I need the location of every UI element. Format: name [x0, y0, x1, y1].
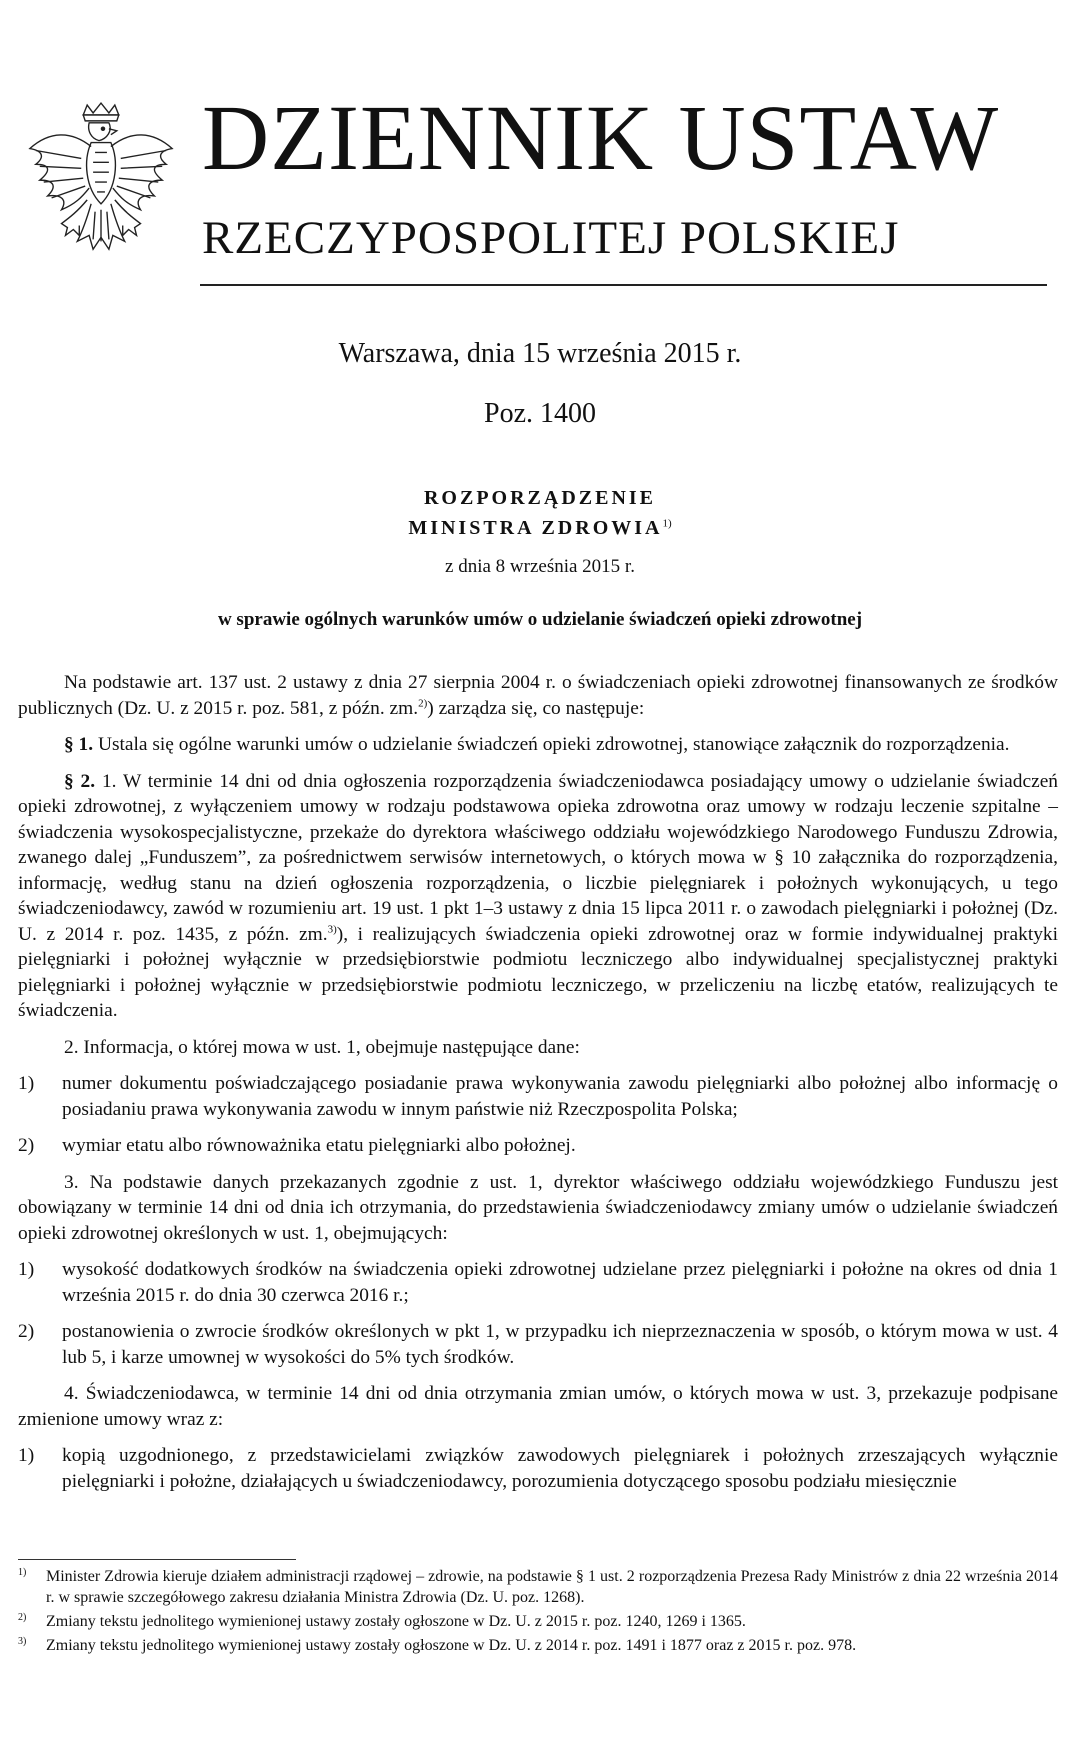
item-number: 2)	[18, 1321, 35, 1342]
footnote-mark: 1)	[18, 1567, 27, 1578]
list-item	[18, 1257, 1058, 1308]
footnotes	[18, 1566, 1058, 1659]
footnote-text: Zmiany tekstu jednolitego wymienionej ustawy zostały ogłoszone w Dz. U. z 2015 r. poz. 1240, 1269 i 1365.	[46, 1613, 746, 1630]
act-date: z dnia 8 września 2015 r.	[445, 556, 635, 577]
footnote	[18, 1635, 1058, 1656]
item-number: 1)	[18, 1259, 35, 1280]
paragraph-text-end: ), i realizujących świadczenia opieki zdrowotnej oraz w formie indywidualnej praktyki pielęgniarki i położnej wyłącznie w przedsiębiorstwie podmiotu leczniczego albo indywidualnej specjalistycznej praktyki pielęgniarki i położnej wyłącznie w przedsiębiorstwie podmiotu leczniczego, w przeliczeniu na liczbę etatów, realizujących te świadczenia.	[18, 923, 1058, 1021]
paragraph-text: 1. W terminie 14 dni od dnia ogłoszenia rozporządzenia świadczeniodawca posiadający umowy o udzielanie świadczeń opieki zdrowotnej, z wyłączeniem umowy w rodzaju podstawowa opieka zdrowotna oraz umowy w rodzaju leczenie szpitalne – świadczenia wysokospecjalistyczne, przekaże do dyrektora właściwego oddziału wojewódzkiego Narodowego Funduszu Zdrowia, zwanego dalej „Funduszem”, za pośrednictwem serwisów internetowych, o których mowa w § 10 załącznika do rozporządzenia, informację, według stanu na dzień ogłoszenia rozporządzenia, o liczbie pielęgniarek i położnych wykonujących, u tego świadczeniodawcy, zawód w rozumieniu art. 19 ust. 1 pkt 1–3 ustawy z dnia 15 lipca 2011 r. o zawodach pielęgniarki i położnej (Dz. U. z 2014 r. poz. 1435, z późn. zm.	[18, 770, 1058, 945]
item-text: postanowienia o zwrocie środków określonych w pkt 1, w przypadku ich nieprzeznaczenia w sposób, o którym mowa w ust. 4 lub 5, i karze umownej w wysokości do 5% tych środków.	[62, 1321, 1058, 1368]
place-date: Warszawa, dnia 15 września 2015 r.	[338, 338, 742, 369]
footnote-mark: 2)	[18, 1612, 27, 1623]
paragraph-2-ust-1	[18, 769, 1058, 1024]
item-text: numer dokumentu poświadczającego posiadanie prawa wykonywania zawodu pielęgniarki albo położnej albo informację o posiadaniu prawa wykonywania zawodu w innym państwie niż Rzeczpospolita Polska;	[62, 1073, 1058, 1120]
footnote-ref: 2)	[418, 697, 428, 710]
act-author	[0, 517, 1080, 540]
header-divider	[200, 284, 1047, 286]
paragraph-2-ust-3: 3. Na podstawie danych przekazanych zgodnie z ust. 1, dyrektor właściwego oddziału wojewódzkiego Funduszu jest obowiązany w terminie 14 dni od dnia ich otrzymania, do przedstawienia świadczeniodawcy zmiany umów o udzielanie świadczeń opieki zdrowotnej określonych w ust. 1, obejmujących:	[18, 1171, 1058, 1244]
white-eagle-emblem-icon	[22, 100, 180, 280]
act-subject: w sprawie ogólnych warunków umów o udzielanie świadczeń opieki zdrowotnej	[217, 609, 863, 630]
gazette-title: DZIENNIK USTAW	[202, 87, 1000, 190]
position-number: Poz. 1400	[484, 398, 596, 429]
item-text: kopią uzgodnionego, z przedstawicielami związków zawodowych pielęgniarek i położnych zrzeszających wyłącznie pielęgniarki i położne, działających u świadczeniodawcy, porozumienia dotyczącego sposobu podziału miesięcznie	[62, 1445, 1058, 1492]
preamble-text-end: ) zarządza się, co następuje:	[427, 697, 645, 719]
gazette-subtitle: RZECZYPOSPOLITEJ POLSKIEJ	[202, 212, 900, 264]
item-text: wysokość dodatkowych środków na świadczenia opieki zdrowotnej udzielane przez pielęgniarki i położne na okres od dnia 1 września 2015 r. do dnia 30 czerwca 2016 r.;	[62, 1259, 1058, 1306]
act-author-footnote-ref: 1)	[662, 517, 672, 530]
paragraph-2-ust-4: 4. Świadczeniodawca, w terminie 14 dni od dnia otrzymania zmian umów, o których mowa w ust. 3, przekazuje podpisane zmienione umowy wraz z:	[18, 1383, 1058, 1430]
document-body	[18, 670, 1058, 1505]
list-item	[18, 1443, 1058, 1494]
act-author-text: MINISTRA ZDROWIA	[408, 517, 663, 539]
item-number: 1)	[18, 1073, 35, 1094]
act-type: ROZPORZĄDZENIE	[423, 487, 657, 509]
paragraph-1	[18, 732, 1058, 758]
footnote-ref: 3)	[327, 923, 337, 936]
preamble	[18, 670, 1058, 721]
footnote	[18, 1566, 1058, 1608]
footnote-text: Zmiany tekstu jednolitego wymienionej ustawy zostały ogłoszone w Dz. U. z 2014 r. poz. 1491 i 1877 oraz z 2015 r. poz. 978.	[46, 1637, 857, 1654]
paragraph-mark: § 2.	[64, 770, 96, 792]
footnote	[18, 1611, 1058, 1632]
preamble-text: Na podstawie art. 137 ust. 2 ustawy z dnia 27 sierpnia 2004 r. o świadczeniach opieki zdrowotnej finansowanych ze środków publicznych (Dz. U. z 2015 r. poz. 581, z późn. zm.	[18, 672, 1058, 719]
paragraph-text: Ustala się ogólne warunki umów o udzielanie świadczeń opieki zdrowotnej, stanowiące załącznik do rozporządzenia.	[97, 734, 1010, 755]
list-item	[18, 1071, 1058, 1122]
paragraph-2-ust-2: 2. Informacja, o której mowa w ust. 1, obejmuje następujące dane:	[64, 1036, 580, 1058]
item-text: wymiar etatu albo równoważnika etatu pielęgniarki albo położnej.	[62, 1135, 576, 1156]
list-item	[18, 1133, 1058, 1159]
footnote-mark: 3)	[18, 1636, 27, 1647]
footnote-divider	[18, 1559, 296, 1560]
paragraph-mark: § 1.	[64, 734, 94, 755]
item-number: 2)	[18, 1135, 35, 1156]
item-number: 1)	[18, 1445, 35, 1466]
list-item	[18, 1319, 1058, 1370]
footnote-text: Minister Zdrowia kieruje działem administracji rządowej – zdrowie, na podstawie § 1 ust. 2 rozporządzenia Prezesa Rady Ministrów z dnia 22 września 2014 r. w sprawie szczegółowego zakresu działania Ministra Zdrowia (Dz. U. poz. 1268).	[46, 1568, 1058, 1606]
